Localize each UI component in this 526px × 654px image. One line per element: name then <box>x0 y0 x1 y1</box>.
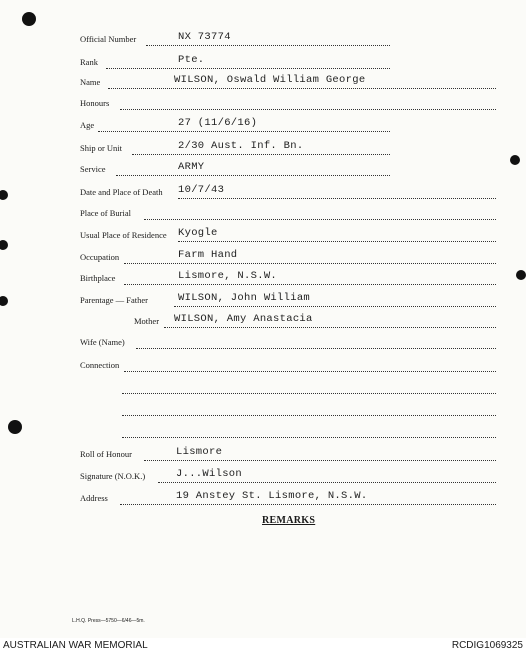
field-label: Birthplace <box>80 273 116 283</box>
field-roll-of-honour <box>0 448 526 464</box>
field-value: Pte. <box>178 54 205 66</box>
field-label: Date and Place of Death <box>80 187 163 197</box>
field-value: WILSON, Amy Anastacia <box>174 313 313 325</box>
field-label: Occupation <box>80 252 120 262</box>
field-value: J...Wilson <box>176 468 243 480</box>
field-wife <box>0 336 526 352</box>
field-value: Farm Hand <box>178 249 238 261</box>
field-value: Kyogle <box>178 227 218 239</box>
field-value: NX 73774 <box>178 31 231 43</box>
field-connection <box>0 359 526 375</box>
field-label: Signature (N.O.K.) <box>80 471 146 481</box>
field-label: Service <box>80 164 106 174</box>
archive-footer <box>0 638 526 654</box>
field-ship-or-unit <box>0 142 526 158</box>
field-value: 2/30 Aust. Inf. Bn. <box>178 140 304 152</box>
field-occupation <box>0 251 526 267</box>
field-place-of-burial <box>0 207 526 223</box>
field-value: 19 Anstey St. Lismore, N.S.W. <box>176 490 368 502</box>
field-value: 10/7/43 <box>178 184 225 196</box>
field-date-place-death <box>0 186 526 202</box>
field-birthplace <box>0 272 526 288</box>
field-age <box>0 119 526 135</box>
connection-extra-line <box>0 403 526 419</box>
connection-extra-line <box>0 425 526 441</box>
field-mother <box>0 315 526 331</box>
field-rank <box>0 56 526 72</box>
field-label: Name <box>80 77 101 87</box>
field-value: Lismore <box>176 446 223 458</box>
field-label: Parentage — Father <box>80 295 148 305</box>
field-label: Place of Burial <box>80 208 131 218</box>
field-label: Honours <box>80 98 110 108</box>
field-honours <box>0 97 526 113</box>
remarks-heading: REMARKS <box>262 515 316 526</box>
field-name <box>0 76 526 92</box>
printer-imprint: L.H.Q. Press—5750—6/46—5m. <box>72 618 145 624</box>
field-label: Mother <box>134 316 160 326</box>
field-address <box>0 492 526 508</box>
field-label: Ship or Unit <box>80 143 123 153</box>
field-value: ARMY <box>178 161 205 173</box>
field-label: Usual Place of Residence <box>80 230 167 240</box>
record-id: RCDIG1069325 <box>451 640 523 651</box>
field-label: Address <box>80 493 108 503</box>
connection-extra-line <box>0 381 526 397</box>
field-label: Roll of Honour <box>80 449 132 459</box>
field-official-number <box>0 33 526 49</box>
field-usual-residence <box>0 229 526 245</box>
archive-name: AUSTRALIAN WAR MEMORIAL <box>3 640 148 651</box>
field-value: WILSON, John William <box>178 292 311 304</box>
field-label: Connection <box>80 360 120 370</box>
punch-hole <box>22 12 36 26</box>
field-signature-nok <box>0 470 526 486</box>
field-label: Wife (Name) <box>80 337 125 347</box>
field-value: WILSON, Oswald William George <box>174 74 366 86</box>
field-value: 27 (11/6/16) <box>178 117 258 129</box>
field-label: Official Number <box>80 34 137 44</box>
field-father <box>0 294 526 310</box>
field-label: Rank <box>80 57 98 67</box>
field-value: Lismore, N.S.W. <box>178 270 278 282</box>
field-service <box>0 163 526 179</box>
field-label: Age <box>80 120 95 130</box>
